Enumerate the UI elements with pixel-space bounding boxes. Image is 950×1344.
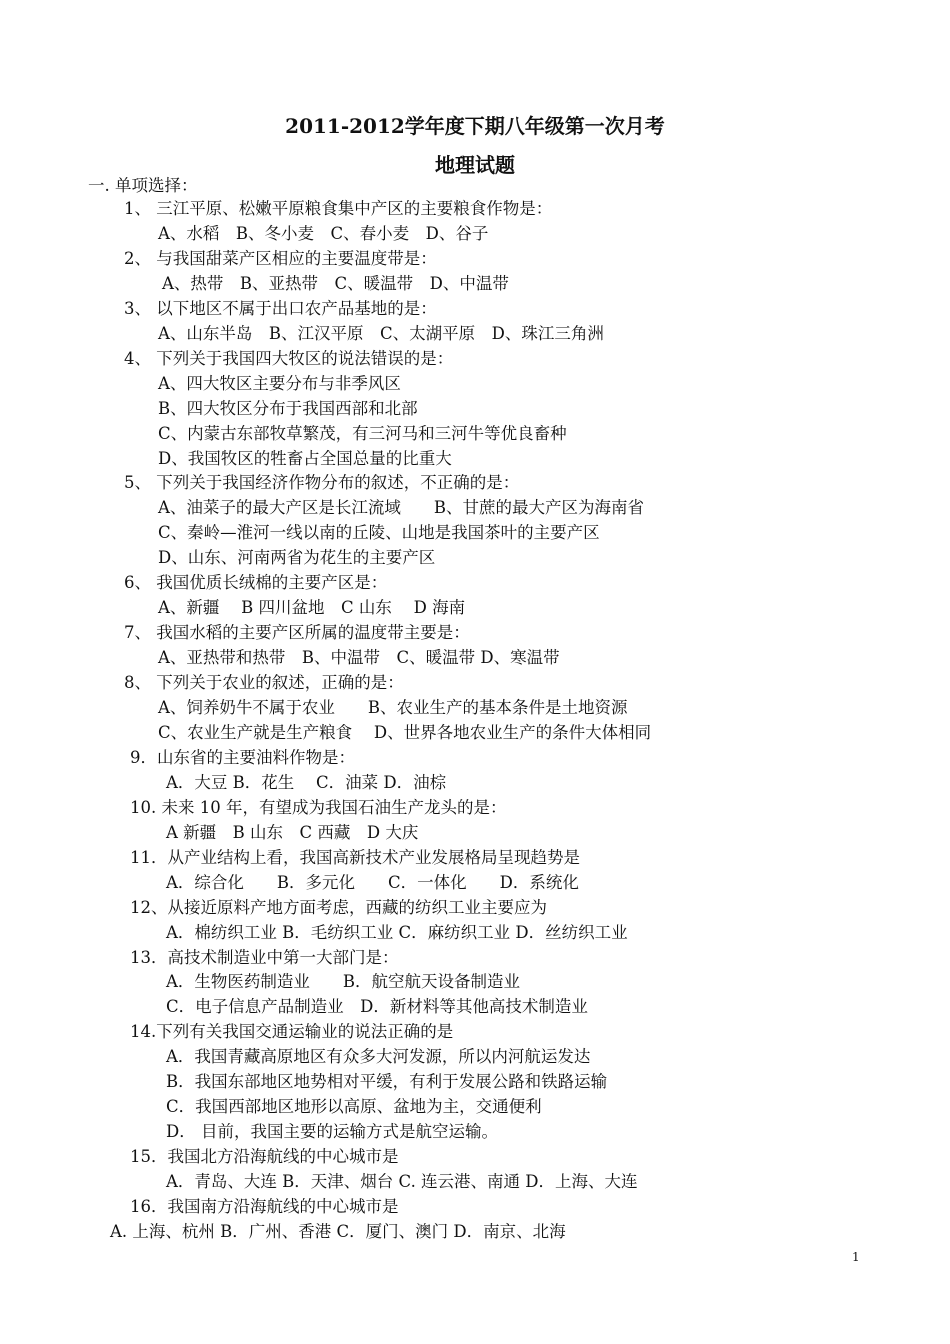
answer-options: A、新疆 B 四川盆地 C 山东 D 海南 (158, 598, 466, 618)
answer-options: A、饲养奶牛不属于农业 B、农业生产的基本条件是土地资源 (158, 698, 628, 717)
answer-options: C．电子信息产品制造业 D．新材料等其他高技术制造业 (166, 997, 588, 1017)
answer-options: C、秦岭—淮河一线以南的丘陵、山地是我国茶叶的主要产区 (158, 523, 600, 543)
answer-options: C、农业生产就是生产粮食 D、世界各地农业生产的条件大体相同 (158, 722, 652, 742)
question-text: 15．我国北方沿海航线的中心城市是 (130, 1147, 399, 1167)
answer-options: B、四大牧区分布于我国西部和北部 (158, 398, 418, 418)
question-text: 6、 我国优质长绒棉的主要产区是： (124, 573, 388, 593)
question-text: 2、 与我国甜菜产区相应的主要温度带是： (124, 248, 437, 268)
answer-options: D、山东、河南两省为花生的主要产区 (158, 548, 436, 568)
answer-options: A．棉纺织工业 B．毛纺织工业 C．麻纺织工业 D．丝纺织工业 (166, 922, 628, 942)
answer-options: A、亚热带和热带 B、中温带 C、暖温带 D、寒温带 (158, 648, 560, 668)
exam-subtitle: 地理试题 (435, 153, 515, 177)
answer-options: A、热带 B、亚热带 C、暖温带 D、中温带 (162, 273, 509, 293)
answer-options: A．青岛、大连 B．天津、烟台 C. 连云港、南通 D．上海、大连 (166, 1172, 638, 1192)
answer-options: A、四大牧区主要分布与非季风区 (158, 373, 401, 393)
answer-options: D． 目前，我国主要的运输方式是航空运输。 (166, 1122, 498, 1142)
answer-options: A．大豆 B．花生 C．油菜 D．油棕 (166, 772, 447, 792)
page-number: 1 (852, 1250, 860, 1264)
answer-options: A. 上海、杭州 B．广州、香港 C．厦门、澳门 D．南京、北海 (110, 1221, 566, 1241)
question-text: 5、 下列关于我国经济作物分布的叙述，不正确的是： (124, 473, 520, 493)
question-text: 4、 下列关于我国四大牧区的说法错误的是： (124, 348, 454, 368)
question-text: 13．高技术制造业中第一大部门是： (130, 947, 399, 967)
question-text: 9．山东省的主要油料作物是： (130, 747, 355, 767)
answer-options: A、山东半岛 B、江汉平原 C、太湖平原 D、珠江三角洲 (158, 323, 604, 343)
answer-options: C、内蒙古东部牧草繁茂，有三河马和三河牛等优良畜种 (158, 423, 567, 443)
question-text: 10. 未来 10 年，有望成为我国石油生产龙头的是： (130, 797, 507, 817)
question-text: 7、 我国水稻的主要产区所属的温度带主要是： (124, 623, 470, 643)
question-text: 16．我国南方沿海航线的中心城市是 (130, 1197, 399, 1216)
section-heading: 一. 单项选择： (88, 176, 198, 195)
answer-options: A、油菜子的最大产区是长江流域 B、甘蔗的最大产区为海南省 (158, 498, 645, 518)
answer-options: A．我国青藏高原地区有众多大河发源，所以内河航运发达 (166, 1047, 591, 1067)
answer-options: A．综合化 B．多元化 C．一体化 D．系统化 (166, 872, 579, 892)
answer-options: B．我国东部地区地势相对平缓，有利于发展公路和铁路运输 (166, 1072, 608, 1092)
exam-title: 2011-2012学年度下期八年级第一次月考 (285, 114, 665, 138)
question-text: 8、 下列关于农业的叙述，正确的是： (124, 673, 404, 693)
answer-options: D、我国牧区的牲畜占全国总量的比重大 (158, 448, 452, 468)
question-text: 3、 以下地区不属于出口农产品基地的是： (124, 298, 437, 318)
answer-options: A、水稻 B、冬小麦 C、春小麦 D、谷子 (158, 223, 489, 243)
question-text: 1、 三江平原、松嫩平原粮食集中产区的主要粮食作物是： (124, 199, 553, 218)
answer-options: A．生物医药制造业 B．航空航天设备制造业 (166, 972, 521, 992)
answer-options: A 新疆 B 山东 C 西藏 D 大庆 (166, 822, 419, 842)
question-text: 14.下列有关我国交通运输业的说法正确的是 (130, 1022, 454, 1042)
question-text: 11．从产业结构上看，我国高新技术产业发展格局呈现趋势是 (130, 847, 580, 867)
answer-options: C．我国西部地区地形以高原、盆地为主，交通便利 (166, 1097, 542, 1117)
question-text: 12、从接近原料产地方面考虑，西藏的纺织工业主要应为 (130, 897, 547, 917)
